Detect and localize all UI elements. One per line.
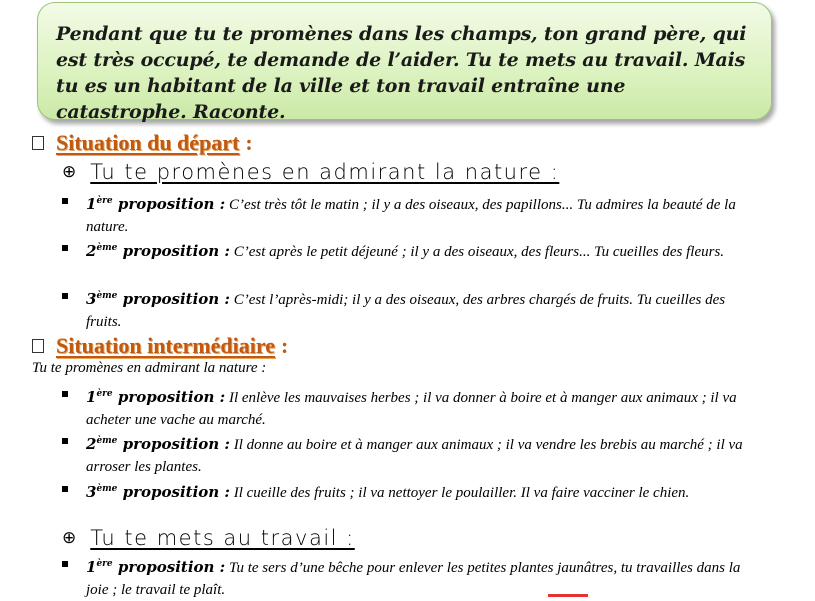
section-heading-intermediaire (32, 333, 288, 359)
subheading-text: Tu te mets au travail : (90, 526, 355, 550)
circle-plus-icon: ⊕ (62, 162, 77, 182)
proposition-label: 3ème proposition : (86, 483, 230, 501)
section-intro: Tu te promènes en admirant la nature : (32, 360, 267, 376)
subheading-travail (62, 526, 355, 550)
list-item (62, 237, 752, 263)
list-item (62, 478, 752, 504)
square-bullet-icon (62, 486, 68, 492)
proposition-text: C’est très tôt le matin ; il y a des oiseaux, des papillons... Tu admires la beauté de la nature. (86, 197, 736, 235)
proposition-text: Il enlève les mauvaises herbes ; il va donner à boire et à manger aux animaux ; il va acheter une vache au marché. (86, 390, 737, 428)
section-colon: : (280, 333, 289, 358)
proposition-text: C’est l’après-midi; il y a des oiseaux, des arbres chargés de fruits. Tu cueilles des fruits. (86, 292, 726, 330)
section-title: Situation intermédiaire (56, 333, 275, 358)
subheading-promenade (62, 160, 559, 184)
proposition-label: 1ère proposition : (86, 558, 226, 576)
circle-plus-icon: ⊕ (62, 528, 77, 548)
square-bullet-icon (62, 561, 68, 567)
proposition-label: 3ème proposition : (86, 290, 230, 308)
proposition-text: Tu te sers d’une bêche pour enlever les petites plantes jaunâtres, tu travailles dans la joie ; le travail te plaît. (86, 560, 741, 598)
proposition-label: 2ème proposition : (86, 435, 230, 453)
section-heading-depart (32, 130, 253, 156)
checkbox-bullet-icon (32, 136, 44, 150)
proposition-text: C’est après le petit déjeuné ; il y a des oiseaux, des fleurs... Tu cueilles des fleurs. (229, 244, 725, 260)
section-title: Situation du départ (56, 130, 240, 155)
square-bullet-icon (62, 438, 68, 444)
proposition-text: Il cueille des fruits ; il va nettoyer le poulailler. Il va faire vacciner le chien. (229, 485, 690, 501)
list-item (62, 383, 752, 431)
prompt-text: Pendant que tu te promènes dans les champs, ton grand père, qui est très occupé, te demande de l’aider. Tu te mets au travail. Mais tu es un habitant de la ville et ton travail entraîne une catastrophe. Raconte. (56, 23, 747, 123)
proposition-label: 1ère proposition : (86, 388, 226, 406)
list-item (62, 430, 752, 478)
square-bullet-icon (62, 293, 68, 299)
list-item (62, 553, 752, 601)
subheading-text: Tu te promènes en admirant la nature : (90, 160, 560, 184)
list-item (62, 285, 752, 333)
list-item (62, 190, 752, 238)
proposition-label: 2ème proposition : (86, 242, 230, 260)
square-bullet-icon (62, 245, 68, 251)
prompt-box (37, 2, 772, 123)
square-bullet-icon (62, 391, 68, 397)
section-colon: : (245, 130, 253, 155)
proposition-text: Il donne au boire et à manger aux animaux ; il va vendre les brebis au marché ; il va arroser les plantes. (86, 437, 743, 475)
checkbox-bullet-icon (32, 339, 44, 353)
square-bullet-icon (62, 198, 68, 204)
proposition-label: 1ère proposition : (86, 195, 226, 213)
